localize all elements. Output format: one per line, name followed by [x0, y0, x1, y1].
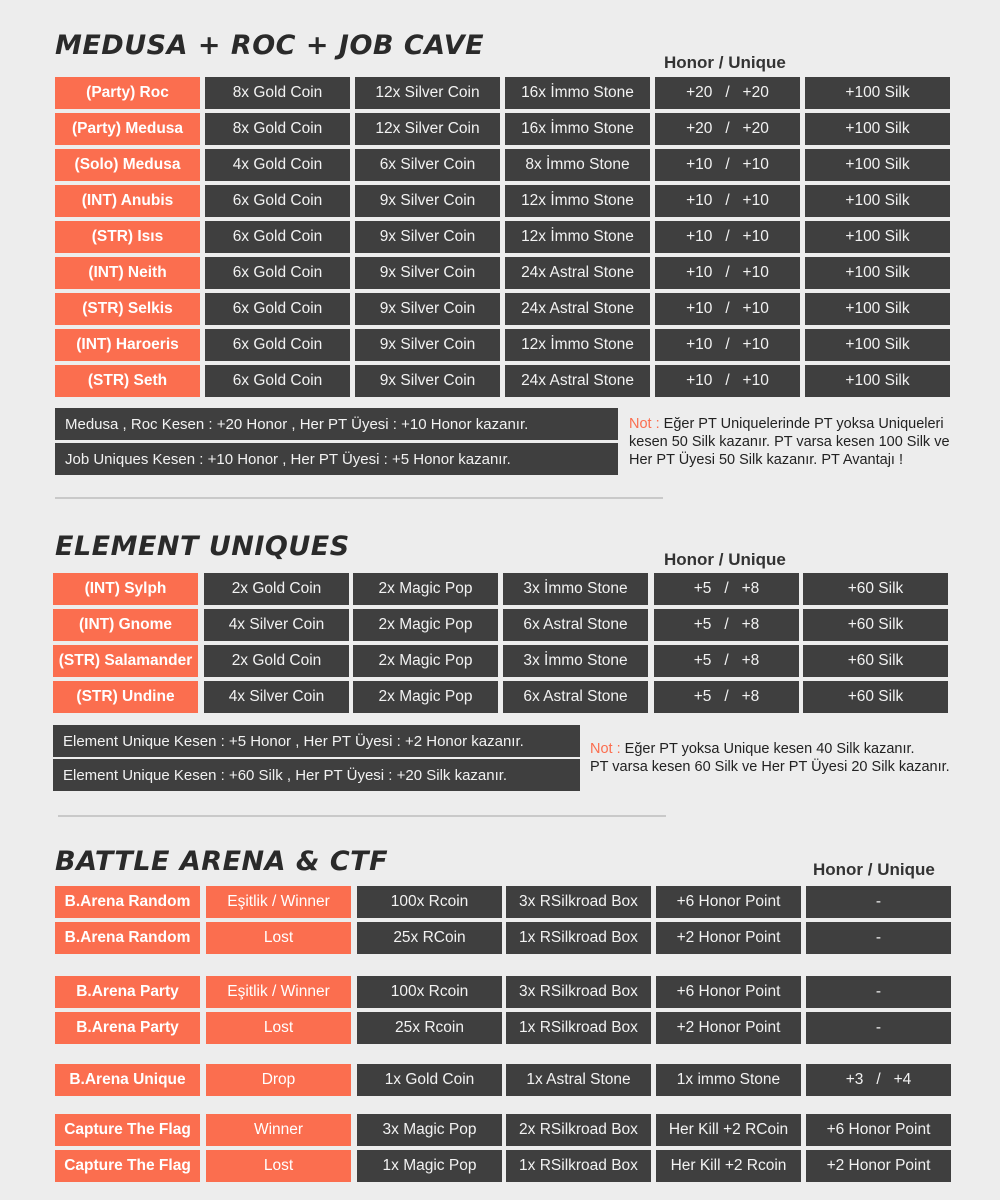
section-title-medusa: MEDUSA + ROC + JOB CAVE: [55, 30, 485, 61]
result-cell: Lost: [206, 1012, 351, 1044]
reward-coin-cell: 25x Rcoin: [357, 1012, 502, 1044]
result-cell: Eşitlik / Winner: [206, 886, 351, 918]
table-row: [0, 573, 1000, 605]
reward-silver-cell: 9x Silver Coin: [355, 185, 500, 217]
note-line: kesen 50 Silk kazanır. PT varsa kesen 100 Silk ve: [629, 434, 950, 450]
table-row: [0, 77, 1000, 109]
note-line: Her PT Üyesi 50 Silk kazanır. PT Avantajı !: [629, 452, 904, 468]
event-name-cell: Capture The Flag: [55, 1150, 200, 1182]
reward-gold-cell: 6x Gold Coin: [205, 293, 350, 325]
unique-name-cell: (INT) Gnome: [53, 609, 198, 641]
honor-point-cell: Her Kill +2 Rcoin: [656, 1150, 801, 1182]
reward-pop-cell: 2x Magic Pop: [353, 609, 498, 641]
table-row: [0, 922, 1000, 954]
honor-unique-header-3: Honor / Unique: [813, 860, 935, 879]
honor-unique-cell: +5 / +8: [654, 573, 799, 605]
boss-name-cell: (INT) Anubis: [55, 185, 200, 217]
honor-point-cell: +2 Honor Point: [656, 1012, 801, 1044]
reward-gold-cell: 6x Gold Coin: [205, 365, 350, 397]
silk-cell: +60 Silk: [803, 609, 948, 641]
unique-name-cell: (STR) Undine: [53, 681, 198, 713]
table-row: [0, 1114, 1000, 1146]
info-box-element-silk: Element Unique Kesen : +60 Silk , Her PT Üyesi : +20 Silk kazanır.: [53, 759, 580, 791]
result-cell: Lost: [206, 1150, 351, 1182]
event-name-cell: B.Arena Random: [55, 922, 200, 954]
reward-gold-cell: 8x Gold Coin: [205, 77, 350, 109]
event-name-cell: B.Arena Party: [55, 976, 200, 1008]
reward-gold-cell: 6x Gold Coin: [205, 329, 350, 361]
table-row: [0, 1150, 1000, 1182]
section-divider-1: [55, 497, 663, 499]
reward-stone-cell: 16x İmmo Stone: [505, 113, 650, 145]
reward-silver-cell: 12x Silver Coin: [355, 77, 500, 109]
reward-box-cell: 1x Astral Stone: [506, 1064, 651, 1096]
reward-box-cell: 1x RSilkroad Box: [506, 1012, 651, 1044]
event-name-cell: Capture The Flag: [55, 1114, 200, 1146]
reward-silver-cell: 9x Silver Coin: [355, 257, 500, 289]
reward-stone-cell: 6x Astral Stone: [503, 609, 648, 641]
event-name-cell: B.Arena Random: [55, 886, 200, 918]
table-row: [0, 185, 1000, 217]
reward-box-cell: 1x RSilkroad Box: [506, 922, 651, 954]
silk-cell: +60 Silk: [803, 681, 948, 713]
reward-gold-cell: 4x Gold Coin: [205, 149, 350, 181]
boss-name-cell: (STR) Seth: [55, 365, 200, 397]
table-row: [0, 293, 1000, 325]
info-box-medusa-roc: Medusa , Roc Kesen : +20 Honor , Her PT Üyesi : +10 Honor kazanır.: [55, 408, 618, 440]
reward-stone-cell: 12x İmmo Stone: [505, 185, 650, 217]
table-row: [0, 609, 1000, 641]
silk-cell: +100 Silk: [805, 149, 950, 181]
table-row: [0, 149, 1000, 181]
honor-unique-cell: +5 / +8: [654, 681, 799, 713]
honor-unique-cell: +20 / +20: [655, 113, 800, 145]
honor-unique-cell: +5 / +8: [654, 645, 799, 677]
reward-stone-cell: 12x İmmo Stone: [505, 221, 650, 253]
reward-box-cell: 3x RSilkroad Box: [506, 976, 651, 1008]
silk-cell: +100 Silk: [805, 329, 950, 361]
result-cell: Winner: [206, 1114, 351, 1146]
boss-name-cell: (Party) Medusa: [55, 113, 200, 145]
table-row: [0, 113, 1000, 145]
reward-stone-cell: 6x Astral Stone: [503, 681, 648, 713]
boss-name-cell: (STR) Selkis: [55, 293, 200, 325]
table-row: [0, 257, 1000, 289]
table-row: [0, 976, 1000, 1008]
honor-unique-cell: -: [806, 1012, 951, 1044]
reward-gold-cell: 8x Gold Coin: [205, 113, 350, 145]
reward-gold-cell: 6x Gold Coin: [205, 185, 350, 217]
honor-unique-cell: +10 / +10: [655, 329, 800, 361]
silk-cell: +100 Silk: [805, 113, 950, 145]
honor-point-cell: Her Kill +2 RCoin: [656, 1114, 801, 1146]
reward-stone-cell: 24x Astral Stone: [505, 257, 650, 289]
reward-coin-cell: 25x RCoin: [357, 922, 502, 954]
honor-unique-cell: -: [806, 886, 951, 918]
table-row: [0, 365, 1000, 397]
reward-box-cell: 1x RSilkroad Box: [506, 1150, 651, 1182]
reward-coin-cell: 2x Gold Coin: [204, 573, 349, 605]
result-cell: Eşitlik / Winner: [206, 976, 351, 1008]
reward-coin-cell: 4x Silver Coin: [204, 681, 349, 713]
table-row: [0, 645, 1000, 677]
boss-name-cell: (Party) Roc: [55, 77, 200, 109]
honor-point-cell: 1x immo Stone: [656, 1064, 801, 1096]
table-row: [0, 221, 1000, 253]
boss-name-cell: (Solo) Medusa: [55, 149, 200, 181]
section-title-battle-arena: BATTLE ARENA & CTF: [55, 846, 389, 877]
event-name-cell: B.Arena Unique: [55, 1064, 200, 1096]
honor-unique-header-2: Honor / Unique: [664, 550, 786, 569]
honor-unique-cell: +3 / +4: [806, 1064, 951, 1096]
silk-cell: +100 Silk: [805, 185, 950, 217]
silk-cell: +100 Silk: [805, 257, 950, 289]
reward-stone-cell: 24x Astral Stone: [505, 365, 650, 397]
note-element: [590, 740, 995, 776]
silk-cell: +60 Silk: [803, 573, 948, 605]
reward-stone-cell: 8x İmmo Stone: [505, 149, 650, 181]
reward-silver-cell: 9x Silver Coin: [355, 365, 500, 397]
section-divider-2: [58, 815, 666, 817]
note-line: Eğer PT Uniquelerinde PT yoksa Uniqueleri: [659, 416, 944, 432]
honor-unique-cell: +10 / +10: [655, 365, 800, 397]
info-box-element-honor: Element Unique Kesen : +5 Honor , Her PT Üyesi : +2 Honor kazanır.: [53, 725, 580, 757]
silk-cell: +100 Silk: [805, 221, 950, 253]
honor-unique-cell: +5 / +8: [654, 609, 799, 641]
reward-box-cell: 2x RSilkroad Box: [506, 1114, 651, 1146]
honor-unique-cell: -: [806, 922, 951, 954]
unique-name-cell: (INT) Sylph: [53, 573, 198, 605]
note-prefix: Not :: [590, 741, 621, 757]
honor-unique-cell: -: [806, 976, 951, 1008]
reward-pop-cell: 2x Magic Pop: [353, 645, 498, 677]
reward-pop-cell: 2x Magic Pop: [353, 681, 498, 713]
honor-unique-cell: +10 / +10: [655, 185, 800, 217]
silk-cell: +100 Silk: [805, 293, 950, 325]
honor-point-cell: +6 Honor Point: [656, 886, 801, 918]
event-name-cell: B.Arena Party: [55, 1012, 200, 1044]
table-row: [0, 886, 1000, 918]
honor-point-cell: +6 Honor Point: [656, 976, 801, 1008]
silk-cell: +100 Silk: [805, 365, 950, 397]
reward-stone-cell: 3x İmmo Stone: [503, 645, 648, 677]
reward-stone-cell: 16x İmmo Stone: [505, 77, 650, 109]
reward-coin-cell: 100x Rcoin: [357, 976, 502, 1008]
boss-name-cell: (INT) Haroeris: [55, 329, 200, 361]
silk-cell: +60 Silk: [803, 645, 948, 677]
reward-stone-cell: 12x İmmo Stone: [505, 329, 650, 361]
reward-coin-cell: 4x Silver Coin: [204, 609, 349, 641]
reward-coin-cell: 100x Rcoin: [357, 886, 502, 918]
reward-silver-cell: 12x Silver Coin: [355, 113, 500, 145]
table-row: [0, 329, 1000, 361]
reward-coin-cell: 1x Gold Coin: [357, 1064, 502, 1096]
reward-stone-cell: 3x İmmo Stone: [503, 573, 648, 605]
honor-unique-cell: +20 / +20: [655, 77, 800, 109]
result-cell: Lost: [206, 922, 351, 954]
reward-pop-cell: 2x Magic Pop: [353, 573, 498, 605]
note-prefix: Not :: [629, 416, 660, 432]
info-box-job-uniques: Job Uniques Kesen : +10 Honor , Her PT Üyesi : +5 Honor kazanır.: [55, 443, 618, 475]
note-medusa: [629, 415, 999, 469]
honor-point-cell: +2 Honor Point: [656, 922, 801, 954]
reward-box-cell: 3x RSilkroad Box: [506, 886, 651, 918]
reward-coin-cell: 3x Magic Pop: [357, 1114, 502, 1146]
honor-unique-cell: +10 / +10: [655, 293, 800, 325]
silk-cell: +100 Silk: [805, 77, 950, 109]
table-row: [0, 681, 1000, 713]
honor-unique-cell: +6 Honor Point: [806, 1114, 951, 1146]
reward-silver-cell: 9x Silver Coin: [355, 293, 500, 325]
section-title-element: ELEMENT UNIQUES: [55, 531, 350, 562]
honor-unique-header-1: Honor / Unique: [664, 53, 786, 72]
reward-silver-cell: 9x Silver Coin: [355, 221, 500, 253]
reward-silver-cell: 9x Silver Coin: [355, 329, 500, 361]
reward-stone-cell: 24x Astral Stone: [505, 293, 650, 325]
note-line: Eğer PT yoksa Unique kesen 40 Silk kazanır.: [620, 741, 915, 757]
note-line: PT varsa kesen 60 Silk ve Her PT Üyesi 20 Silk kazanır.: [590, 759, 950, 775]
honor-unique-cell: +2 Honor Point: [806, 1150, 951, 1182]
reward-gold-cell: 6x Gold Coin: [205, 221, 350, 253]
reward-coin-cell: 2x Gold Coin: [204, 645, 349, 677]
unique-name-cell: (STR) Salamander: [53, 645, 198, 677]
boss-name-cell: (INT) Neith: [55, 257, 200, 289]
boss-name-cell: (STR) Isıs: [55, 221, 200, 253]
reward-silver-cell: 6x Silver Coin: [355, 149, 500, 181]
honor-unique-cell: +10 / +10: [655, 149, 800, 181]
honor-unique-cell: +10 / +10: [655, 257, 800, 289]
table-row: [0, 1064, 1000, 1096]
honor-unique-cell: +10 / +10: [655, 221, 800, 253]
reward-coin-cell: 1x Magic Pop: [357, 1150, 502, 1182]
reward-gold-cell: 6x Gold Coin: [205, 257, 350, 289]
table-row: [0, 1012, 1000, 1044]
result-cell: Drop: [206, 1064, 351, 1096]
